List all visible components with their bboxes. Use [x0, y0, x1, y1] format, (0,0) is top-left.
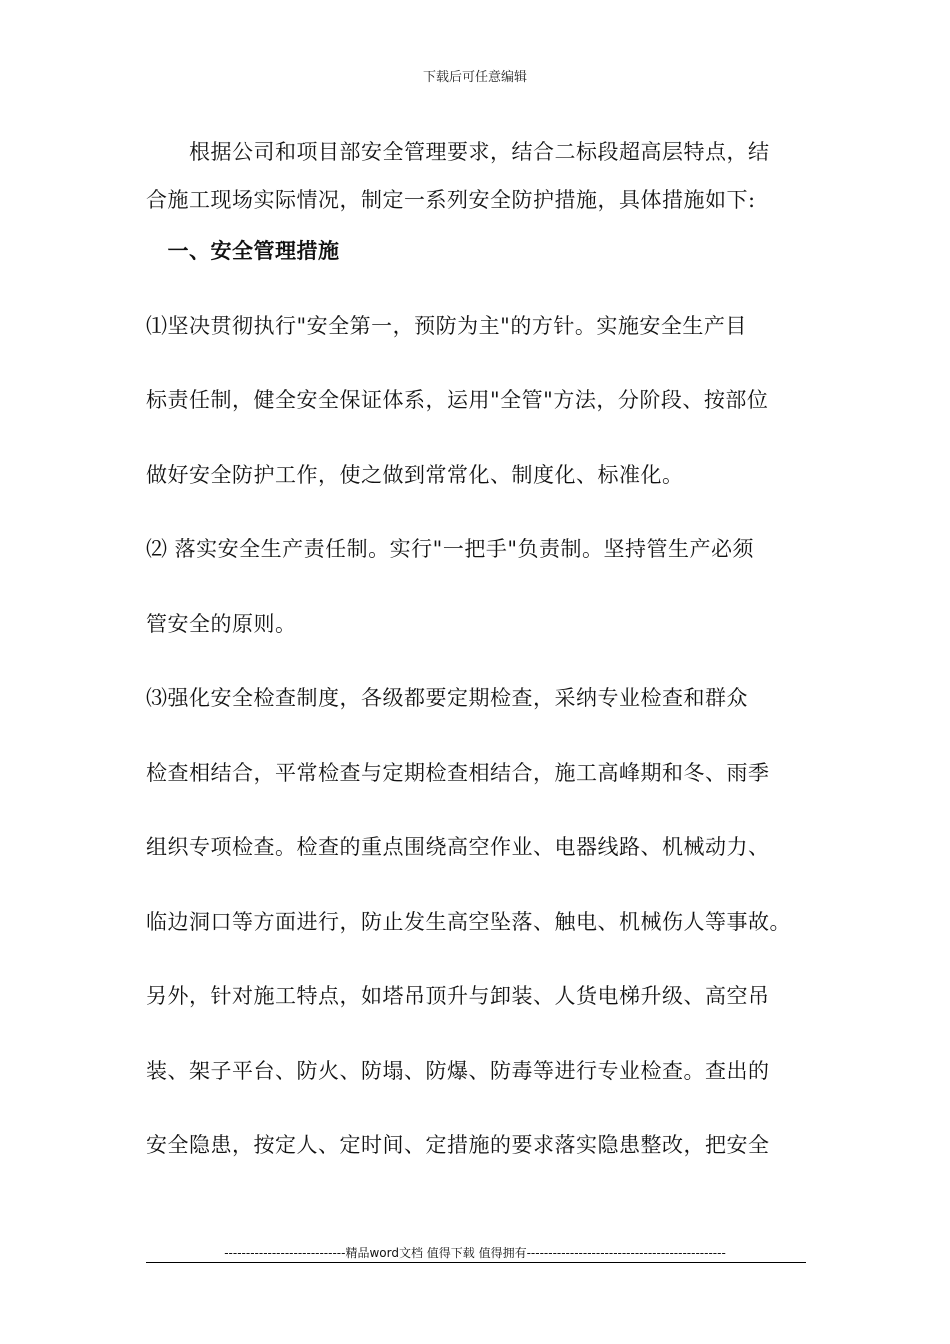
paragraph-line: 组织专项检查。检查的重点围绕高空作业、电器线路、机械动力、 [146, 835, 770, 859]
page-footer: ----------------------------精品word文档 值得下载 值得拥有---------------------------------------------- [224, 1246, 726, 1260]
section-heading: 一、安全管理措施 [146, 239, 340, 263]
paragraph-line: 标责任制，健全安全保证体系，运用"全管"方法，分阶段、按部位 [146, 388, 769, 412]
paragraph-line: 做好安全防护工作，使之做到常常化、制度化、标准化。 [146, 463, 684, 487]
page-header: 下载后可任意编辑 [422, 70, 527, 85]
paragraph-line: ⑶强化安全检查制度，各级都要定期检查，采纳专业检查和群众 [146, 686, 748, 710]
paragraph-line: 根据公司和项目部安全管理要求，结合二标段超高层特点，结 [146, 140, 770, 164]
paragraph-line: 检查相结合，平常检查与定期检查相结合，施工高峰期和冬、雨季 [146, 761, 770, 785]
footer-rule [146, 1262, 806, 1263]
paragraph-line: 管安全的原则。 [146, 612, 297, 636]
paragraph-line: 另外，针对施工特点，如塔吊顶升与卸装、人货电梯升级、高空吊 [146, 984, 770, 1008]
paragraph-line: 装、架子平台、防火、防塌、防爆、防毒等进行专业检查。查出的 [146, 1059, 770, 1083]
paragraph-line: 安全隐患，按定人、定时间、定措施的要求落实隐患整改，把安全 [146, 1133, 770, 1157]
paragraph-line: ⑴坚决贯彻执行"安全第一，预防为主"的方针。实施安全生产目 [146, 314, 747, 338]
paragraph-line: 合施工现场实际情况，制定一系列安全防护措施，具体措施如下: [146, 188, 756, 212]
paragraph-line: 临边洞口等方面进行，防止发生高空坠落、触电、机械伤人等事故。 [146, 910, 791, 934]
paragraph-line: ⑵ 落实安全生产责任制。实行"一把手"负责制。坚持管生产必须 [146, 537, 754, 561]
